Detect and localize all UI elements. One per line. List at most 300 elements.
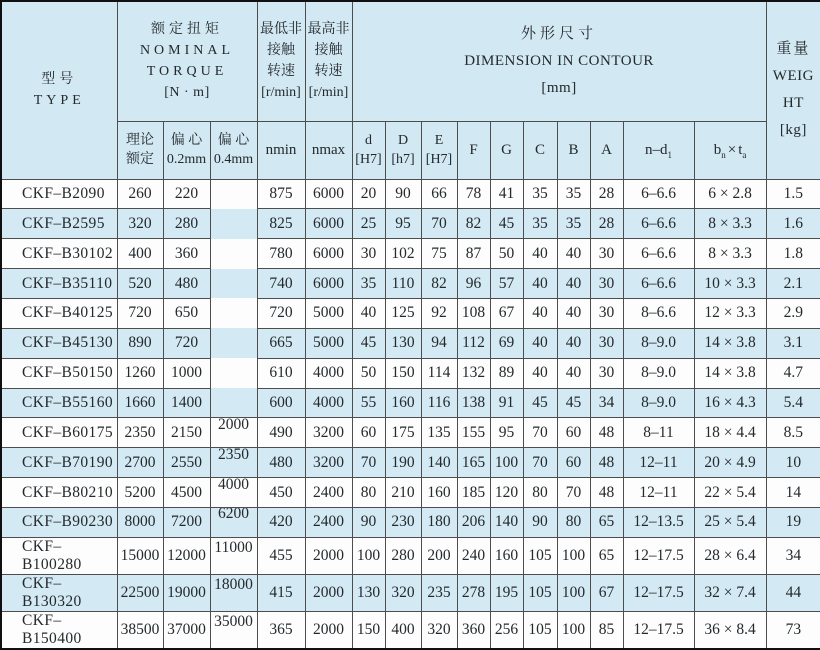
cell-model: CKF–B35110 bbox=[1, 269, 117, 299]
cell-weight: 3.1 bbox=[766, 328, 820, 358]
table-row bbox=[1, 448, 820, 478]
cell-d: 55 bbox=[352, 388, 385, 418]
cell-B: 60 bbox=[557, 418, 590, 448]
cell-nmax: 6000 bbox=[305, 209, 352, 239]
table-row bbox=[1, 611, 820, 649]
cell-n_d1: 6–6.6 bbox=[623, 269, 694, 299]
cell-nmax: 2000 bbox=[305, 574, 352, 611]
header-torque-en1: NOMINAL bbox=[139, 43, 235, 59]
header-dim-en: DIMENSION IN CONTOUR bbox=[464, 52, 654, 69]
cell-model: CKF–B50150 bbox=[1, 358, 117, 388]
cell-weight: 1.5 bbox=[766, 179, 820, 209]
subheader-torque-rated-l1: 理论 bbox=[126, 133, 154, 148]
cell-D: 230 bbox=[385, 507, 421, 537]
cell-torque_ecc_0_2mm: 1400 bbox=[163, 388, 210, 418]
cell-torque_rated: 720 bbox=[117, 298, 163, 328]
cell-C: 70 bbox=[523, 448, 557, 478]
cell-D: 210 bbox=[385, 478, 421, 508]
header-nmin bbox=[257, 1, 305, 121]
cell-D: 90 bbox=[385, 179, 421, 209]
header-weight-en1: WEIG bbox=[772, 68, 814, 85]
cell-C: 40 bbox=[523, 298, 557, 328]
cell-A: 30 bbox=[590, 358, 623, 388]
cell-nmin: 600 bbox=[257, 388, 305, 418]
cell-torque_ecc_0_4mm bbox=[210, 418, 257, 448]
header-nmax bbox=[305, 1, 352, 121]
cell-torque_ecc_0_4mm bbox=[210, 239, 257, 269]
cell-nmin: 415 bbox=[257, 574, 305, 611]
cell-E: 114 bbox=[421, 358, 457, 388]
cell-n_d1: 12–11 bbox=[623, 478, 694, 508]
cell-B: 40 bbox=[557, 239, 590, 269]
cell-torque_ecc_0_4mm bbox=[210, 574, 257, 611]
header-nmax-unit: [r/min] bbox=[308, 85, 349, 101]
subheader-F: F bbox=[457, 121, 490, 179]
table-body bbox=[1, 179, 820, 649]
cell-E: 82 bbox=[421, 269, 457, 299]
cell-nmin: 480 bbox=[257, 448, 305, 478]
cell-E: 92 bbox=[421, 298, 457, 328]
cell-A: 65 bbox=[590, 507, 623, 537]
cell-F: 82 bbox=[457, 209, 490, 239]
subheader-A: A bbox=[590, 121, 623, 179]
cell-torque_ecc_0_4mm bbox=[210, 179, 257, 209]
cell-F: 96 bbox=[457, 269, 490, 299]
subheader-E-l2: [H7] bbox=[425, 152, 453, 167]
cell-n_d1: 12–17.5 bbox=[623, 574, 694, 611]
cell-F: 240 bbox=[457, 537, 490, 574]
cell-A: 48 bbox=[590, 448, 623, 478]
header-torque-unit: [N · m] bbox=[164, 85, 210, 101]
subheader-bt-t: t bbox=[738, 141, 743, 158]
header-weight-en2: HT bbox=[782, 95, 804, 112]
cell-D: 320 bbox=[385, 574, 421, 611]
cell-n_d1: 6–6.6 bbox=[623, 179, 694, 209]
cell-torque_ecc_0_2mm: 12000 bbox=[163, 537, 210, 574]
subheader-d-l1: d bbox=[365, 133, 372, 148]
cell-torque_rated: 260 bbox=[117, 179, 163, 209]
cell-b_x_t: 14 × 3.8 bbox=[694, 328, 766, 358]
cell-G: 160 bbox=[490, 537, 523, 574]
cell-G: 100 bbox=[490, 448, 523, 478]
cell-nmin: 875 bbox=[257, 179, 305, 209]
cell-torque_ecc_0_2mm: 650 bbox=[163, 298, 210, 328]
cell-n_d1: 12–13.5 bbox=[623, 507, 694, 537]
cell-torque_rated: 2350 bbox=[117, 418, 163, 448]
cell-weight: 5.4 bbox=[766, 388, 820, 418]
subheader-d-l2: [H7] bbox=[355, 152, 382, 167]
cell-E: 116 bbox=[421, 388, 457, 418]
cell-model: CKF–B55160 bbox=[1, 388, 117, 418]
cell-D: 190 bbox=[385, 448, 421, 478]
cell-d: 30 bbox=[352, 239, 385, 269]
table-row bbox=[1, 478, 820, 508]
table-row bbox=[1, 388, 820, 418]
cell-b_x_t: 22 × 5.4 bbox=[694, 478, 766, 508]
cell-weight: 2.1 bbox=[766, 269, 820, 299]
cell-n_d1: 6–6.6 bbox=[623, 209, 694, 239]
cell-model: CKF–B45130 bbox=[1, 328, 117, 358]
cell-torque_ecc_0_2mm: 720 bbox=[163, 328, 210, 358]
cell-C: 90 bbox=[523, 507, 557, 537]
cell-model: CKF–B40125 bbox=[1, 298, 117, 328]
cell-d: 80 bbox=[352, 478, 385, 508]
cell-weight: 2.9 bbox=[766, 298, 820, 328]
cell-E: 66 bbox=[421, 179, 457, 209]
cell-model: CKF–B2090 bbox=[1, 179, 117, 209]
cell-d: 40 bbox=[352, 298, 385, 328]
cell-torque_rated: 22500 bbox=[117, 574, 163, 611]
table-row bbox=[1, 507, 820, 537]
subheader-n-d1-base: n–d bbox=[645, 141, 668, 158]
cell-nmax: 2000 bbox=[305, 611, 352, 649]
cell-b_x_t: 14 × 3.8 bbox=[694, 358, 766, 388]
cell-d: 70 bbox=[352, 448, 385, 478]
subheader-G: G bbox=[490, 121, 523, 179]
cell-nmin: 720 bbox=[257, 298, 305, 328]
subheader-D bbox=[385, 121, 421, 179]
cell-nmax: 6000 bbox=[305, 239, 352, 269]
table-row bbox=[1, 328, 820, 358]
cell-n_d1: 12–11 bbox=[623, 448, 694, 478]
cell-torque_ecc_0_2mm: 37000 bbox=[163, 611, 210, 649]
subheader-B: B bbox=[557, 121, 590, 179]
cell-E: 94 bbox=[421, 328, 457, 358]
cell-nmax: 6000 bbox=[305, 269, 352, 299]
subheader-C: C bbox=[523, 121, 557, 179]
cell-F: 206 bbox=[457, 507, 490, 537]
cell-b_x_t: 10 × 3.3 bbox=[694, 269, 766, 299]
cell-model: CKF–B100280 bbox=[1, 537, 117, 574]
cell-B: 100 bbox=[557, 574, 590, 611]
cell-n_d1: 12–17.5 bbox=[623, 611, 694, 649]
header-type bbox=[1, 1, 117, 179]
cell-F: 278 bbox=[457, 574, 490, 611]
cell-D: 130 bbox=[385, 328, 421, 358]
header-torque-zh: 额定扭矩 bbox=[151, 22, 223, 38]
raised-value: 2350 bbox=[218, 447, 249, 463]
cell-A: 48 bbox=[590, 478, 623, 508]
cell-nmax: 3200 bbox=[305, 448, 352, 478]
cell-F: 112 bbox=[457, 328, 490, 358]
cell-B: 35 bbox=[557, 209, 590, 239]
cell-torque_ecc_0_4mm bbox=[210, 298, 257, 328]
cell-A: 67 bbox=[590, 574, 623, 611]
cell-A: 30 bbox=[590, 298, 623, 328]
cell-A: 30 bbox=[590, 269, 623, 299]
cell-A: 28 bbox=[590, 209, 623, 239]
subheader-D-l2: [h7] bbox=[391, 152, 415, 167]
cell-D: 110 bbox=[385, 269, 421, 299]
cell-torque_ecc_0_2mm: 4500 bbox=[163, 478, 210, 508]
cell-torque_ecc_0_4mm bbox=[210, 537, 257, 574]
cell-torque_ecc_0_4mm bbox=[210, 269, 257, 299]
cell-weight: 4.7 bbox=[766, 358, 820, 388]
cell-nmin: 490 bbox=[257, 418, 305, 448]
cell-E: 235 bbox=[421, 574, 457, 611]
cell-weight: 34 bbox=[766, 537, 820, 574]
cell-d: 50 bbox=[352, 358, 385, 388]
cell-nmin: 420 bbox=[257, 507, 305, 537]
cell-F: 165 bbox=[457, 448, 490, 478]
cell-d: 20 bbox=[352, 179, 385, 209]
table-row bbox=[1, 358, 820, 388]
cell-G: 256 bbox=[490, 611, 523, 649]
cell-G: 195 bbox=[490, 574, 523, 611]
cell-C: 40 bbox=[523, 269, 557, 299]
cell-nmin: 455 bbox=[257, 537, 305, 574]
cell-nmin: 825 bbox=[257, 209, 305, 239]
cell-C: 80 bbox=[523, 478, 557, 508]
header-nmin-unit: [r/min] bbox=[261, 85, 301, 101]
header-nmin-l3: 转速 bbox=[267, 64, 295, 80]
cell-B: 40 bbox=[557, 328, 590, 358]
header-dim-zh: 外形尺寸 bbox=[521, 25, 598, 42]
cell-torque_ecc_0_4mm bbox=[210, 209, 257, 239]
header-nmax-l2: 接触 bbox=[314, 43, 343, 59]
cell-torque_ecc_0_4mm bbox=[210, 507, 257, 537]
cell-G: 67 bbox=[490, 298, 523, 328]
cell-model: CKF–B60175 bbox=[1, 418, 117, 448]
cell-weight: 19 bbox=[766, 507, 820, 537]
cell-D: 150 bbox=[385, 358, 421, 388]
header-type-en: TYPE bbox=[33, 93, 85, 109]
cell-torque_ecc_0_4mm bbox=[210, 478, 257, 508]
cell-B: 40 bbox=[557, 298, 590, 328]
subheader-n-d1-sub: 1 bbox=[667, 149, 672, 160]
raised-value: 11000 bbox=[214, 538, 253, 556]
cell-A: 28 bbox=[590, 179, 623, 209]
cell-n_d1: 8–6.6 bbox=[623, 298, 694, 328]
cell-weight: 8.5 bbox=[766, 418, 820, 448]
table-row bbox=[1, 239, 820, 269]
subheader-bt-bsub: n bbox=[721, 149, 726, 160]
cell-E: 75 bbox=[421, 239, 457, 269]
header-weight bbox=[766, 1, 820, 179]
cell-torque_rated: 5200 bbox=[117, 478, 163, 508]
cell-G: 95 bbox=[490, 418, 523, 448]
header-type-zh: 型号 bbox=[41, 72, 78, 88]
cell-torque_ecc_0_2mm: 480 bbox=[163, 269, 210, 299]
cell-nmax: 3200 bbox=[305, 418, 352, 448]
subheader-E bbox=[421, 121, 457, 179]
cell-C: 105 bbox=[523, 611, 557, 649]
cell-G: 50 bbox=[490, 239, 523, 269]
cell-F: 108 bbox=[457, 298, 490, 328]
raised-value: 4000 bbox=[218, 477, 249, 493]
cell-C: 105 bbox=[523, 574, 557, 611]
cell-C: 35 bbox=[523, 209, 557, 239]
cell-nmax: 4000 bbox=[305, 358, 352, 388]
cell-model: CKF–B130320 bbox=[1, 574, 117, 611]
cell-B: 40 bbox=[557, 269, 590, 299]
cell-nmax: 2400 bbox=[305, 478, 352, 508]
cell-E: 135 bbox=[421, 418, 457, 448]
cell-b_x_t: 8 × 3.3 bbox=[694, 209, 766, 239]
cell-C: 70 bbox=[523, 418, 557, 448]
table-header bbox=[1, 1, 820, 179]
cell-torque_rated: 520 bbox=[117, 269, 163, 299]
cell-model: CKF–B150400 bbox=[1, 611, 117, 649]
table-row bbox=[1, 537, 820, 574]
raised-value: 35000 bbox=[214, 612, 253, 630]
subheader-d bbox=[352, 121, 385, 179]
cell-G: 91 bbox=[490, 388, 523, 418]
subheader-ecc-02-l1: 偏 心 bbox=[170, 133, 203, 148]
cell-n_d1: 8–11 bbox=[623, 418, 694, 448]
subheader-ecc-02 bbox=[163, 121, 210, 179]
cell-C: 40 bbox=[523, 358, 557, 388]
cell-nmin: 665 bbox=[257, 328, 305, 358]
cell-torque_ecc_0_4mm bbox=[210, 448, 257, 478]
cell-b_x_t: 6 × 2.8 bbox=[694, 179, 766, 209]
cell-G: 89 bbox=[490, 358, 523, 388]
subheader-E-l1: E bbox=[434, 133, 444, 148]
cell-torque_rated: 15000 bbox=[117, 537, 163, 574]
cell-D: 102 bbox=[385, 239, 421, 269]
header-nominal-torque bbox=[117, 1, 257, 121]
cell-nmin: 450 bbox=[257, 478, 305, 508]
cell-G: 57 bbox=[490, 269, 523, 299]
cell-C: 45 bbox=[523, 388, 557, 418]
cell-B: 70 bbox=[557, 478, 590, 508]
cell-B: 80 bbox=[557, 507, 590, 537]
cell-b_x_t: 36 × 8.4 bbox=[694, 611, 766, 649]
cell-weight: 73 bbox=[766, 611, 820, 649]
cell-C: 40 bbox=[523, 328, 557, 358]
cell-model: CKF–B2595 bbox=[1, 209, 117, 239]
cell-weight: 1.8 bbox=[766, 239, 820, 269]
cell-B: 60 bbox=[557, 448, 590, 478]
cell-torque_rated: 890 bbox=[117, 328, 163, 358]
cell-b_x_t: 25 × 5.4 bbox=[694, 507, 766, 537]
cell-A: 65 bbox=[590, 537, 623, 574]
cell-torque_ecc_0_4mm bbox=[210, 328, 257, 358]
raised-value: 2000 bbox=[218, 417, 249, 433]
header-nmin-l2: 接触 bbox=[267, 43, 295, 59]
cell-nmax: 5000 bbox=[305, 328, 352, 358]
cell-d: 100 bbox=[352, 537, 385, 574]
cell-B: 100 bbox=[557, 611, 590, 649]
cell-F: 360 bbox=[457, 611, 490, 649]
cell-nmax: 4000 bbox=[305, 388, 352, 418]
header-dimension bbox=[352, 1, 766, 121]
cell-nmin: 365 bbox=[257, 611, 305, 649]
header-weight-zh: 重量 bbox=[776, 41, 811, 58]
cell-n_d1: 8–9.0 bbox=[623, 388, 694, 418]
cell-C: 105 bbox=[523, 537, 557, 574]
cell-b_x_t: 12 × 3.3 bbox=[694, 298, 766, 328]
cell-weight: 10 bbox=[766, 448, 820, 478]
cell-F: 132 bbox=[457, 358, 490, 388]
cell-A: 30 bbox=[590, 328, 623, 358]
cell-A: 85 bbox=[590, 611, 623, 649]
subheader-n-d1 bbox=[623, 121, 694, 179]
table-row bbox=[1, 209, 820, 239]
cell-torque_ecc_0_4mm bbox=[210, 358, 257, 388]
cell-E: 320 bbox=[421, 611, 457, 649]
cell-model: CKF–B70190 bbox=[1, 448, 117, 478]
cell-n_d1: 6–6.6 bbox=[623, 239, 694, 269]
cell-D: 125 bbox=[385, 298, 421, 328]
subheader-D-l1: D bbox=[397, 133, 409, 148]
cell-D: 280 bbox=[385, 537, 421, 574]
cell-weight: 44 bbox=[766, 574, 820, 611]
cell-nmax: 5000 bbox=[305, 298, 352, 328]
raised-value: 6200 bbox=[218, 507, 249, 523]
cell-torque_rated: 400 bbox=[117, 239, 163, 269]
subheader-nmin: nmin bbox=[257, 121, 305, 179]
cell-A: 30 bbox=[590, 239, 623, 269]
subheader-nmax: nmax bbox=[305, 121, 352, 179]
subheader-b-x-t bbox=[694, 121, 766, 179]
cell-b_x_t: 28 × 6.4 bbox=[694, 537, 766, 574]
cell-nmin: 740 bbox=[257, 269, 305, 299]
cell-n_d1: 12–17.5 bbox=[623, 537, 694, 574]
cell-D: 175 bbox=[385, 418, 421, 448]
cell-d: 25 bbox=[352, 209, 385, 239]
cell-F: 185 bbox=[457, 478, 490, 508]
cell-E: 180 bbox=[421, 507, 457, 537]
cell-nmax: 2000 bbox=[305, 537, 352, 574]
cell-E: 70 bbox=[421, 209, 457, 239]
cell-torque_rated: 8000 bbox=[117, 507, 163, 537]
cell-torque_ecc_0_4mm bbox=[210, 388, 257, 418]
cell-d: 90 bbox=[352, 507, 385, 537]
cell-torque_ecc_0_2mm: 220 bbox=[163, 179, 210, 209]
subheader-ecc-02-l2: 0.2mm bbox=[166, 152, 207, 167]
subheader-ecc-04-l2: 0.4mm bbox=[213, 152, 254, 167]
cell-G: 140 bbox=[490, 507, 523, 537]
cell-d: 45 bbox=[352, 328, 385, 358]
header-weight-unit: [kg] bbox=[779, 122, 807, 139]
subheader-torque-rated-l2: 额定 bbox=[126, 152, 154, 167]
table-row bbox=[1, 574, 820, 611]
cell-n_d1: 8–9.0 bbox=[623, 328, 694, 358]
cell-D: 95 bbox=[385, 209, 421, 239]
cell-model: CKF–B80210 bbox=[1, 478, 117, 508]
cell-C: 40 bbox=[523, 239, 557, 269]
cell-b_x_t: 16 × 4.3 bbox=[694, 388, 766, 418]
table-row bbox=[1, 298, 820, 328]
cell-G: 41 bbox=[490, 179, 523, 209]
cell-C: 35 bbox=[523, 179, 557, 209]
cell-nmin: 780 bbox=[257, 239, 305, 269]
cell-d: 150 bbox=[352, 611, 385, 649]
header-nmax-l1: 最高非 bbox=[307, 22, 350, 38]
subheader-ecc-04 bbox=[210, 121, 257, 179]
cell-torque_ecc_0_2mm: 7200 bbox=[163, 507, 210, 537]
subheader-bt-b: b bbox=[713, 141, 722, 158]
cell-torque_ecc_0_2mm: 280 bbox=[163, 209, 210, 239]
subheader-torque-rated bbox=[117, 121, 163, 179]
cell-A: 34 bbox=[590, 388, 623, 418]
cell-model: CKF–B90230 bbox=[1, 507, 117, 537]
cell-A: 48 bbox=[590, 418, 623, 448]
cell-F: 87 bbox=[457, 239, 490, 269]
cell-nmax: 2400 bbox=[305, 507, 352, 537]
header-dim-unit: [mm] bbox=[541, 79, 577, 96]
cell-G: 69 bbox=[490, 328, 523, 358]
cell-G: 45 bbox=[490, 209, 523, 239]
cell-E: 200 bbox=[421, 537, 457, 574]
cell-D: 160 bbox=[385, 388, 421, 418]
cell-torque_rated: 320 bbox=[117, 209, 163, 239]
cell-B: 100 bbox=[557, 537, 590, 574]
cell-torque_rated: 1660 bbox=[117, 388, 163, 418]
cell-torque_ecc_0_2mm: 2550 bbox=[163, 448, 210, 478]
table-row bbox=[1, 179, 820, 209]
